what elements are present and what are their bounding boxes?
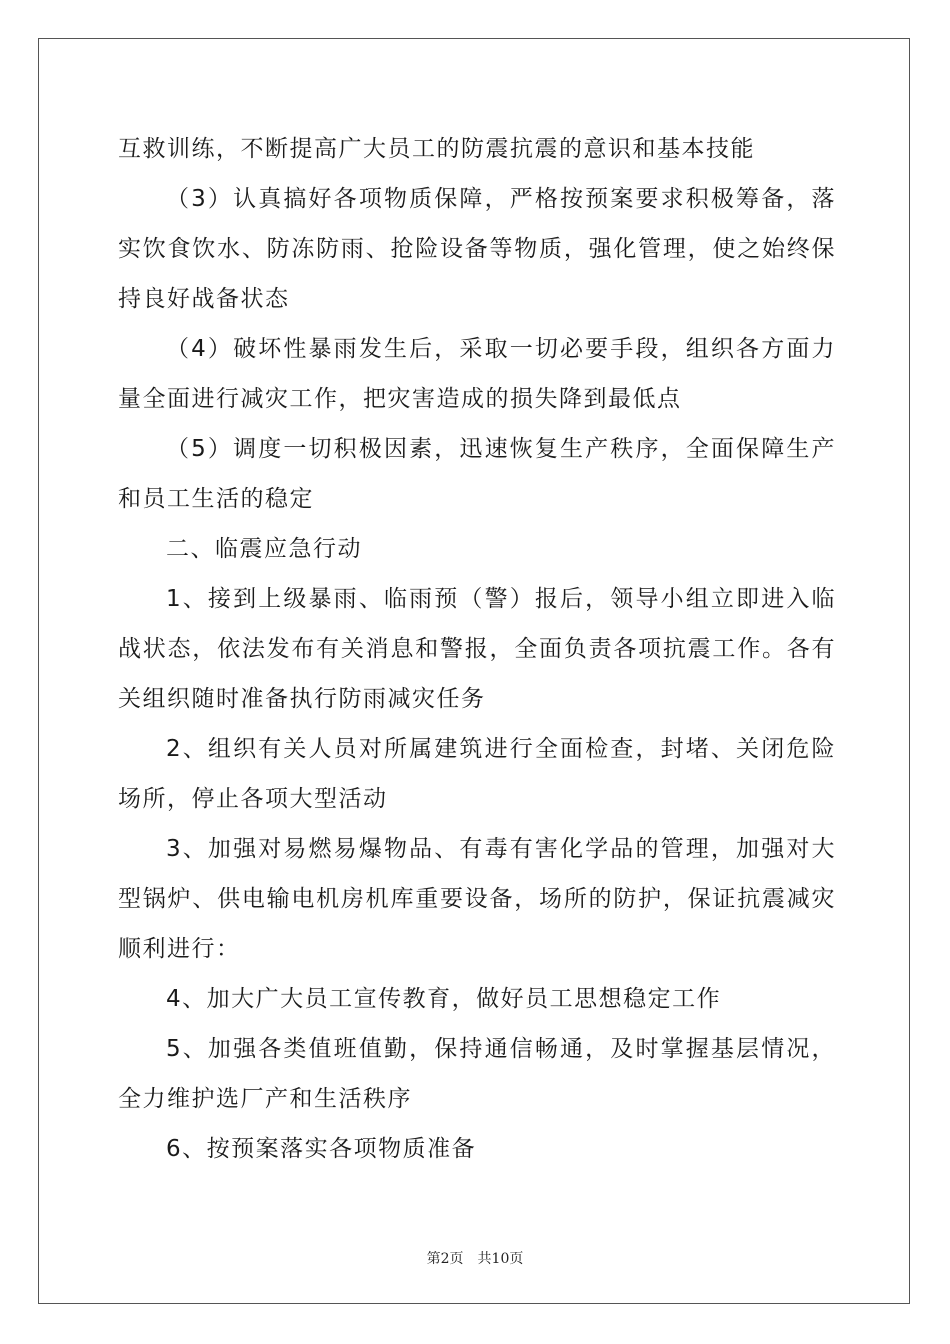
paragraph: 6、按预案落实各项物质准备: [166, 1136, 477, 1162]
paragraph: 1、接到上级暴雨、临雨预（警）报后，领导小组立即进入临战状态，依法发布有关消息和警报，全面负责各项抗震工作。各有关组织随时准备执行防雨减灾任务: [118, 586, 836, 712]
paragraph: 4、加大广大员工宣传教育，做好员工思想稳定工作: [166, 986, 722, 1012]
paragraph: （4）破坏性暴雨发生后，采取一切必要手段，组织各方面力量全面进行减灾工作，把灾害造成的损失降到最低点: [118, 336, 836, 412]
document-body: [118, 124, 836, 1174]
paragraph: 5、加强各类值班值勤，保持通信畅通，及时掌握基层情况，全力维护选厂产和生活秩序: [118, 1036, 836, 1112]
paragraph: 互救训练，不断提高广大员工的防震抗震的意识和基本技能: [118, 136, 755, 162]
paragraph: （3）认真搞好各项物质保障，严格按预案要求积极筹备，落实饮食饮水、防冻防雨、抢险设备等物质，强化管理，使之始终保持良好战备状态: [118, 186, 836, 312]
paragraph: （5）调度一切积极因素，迅速恢复生产秩序，全面保障生产和员工生活的稳定: [118, 436, 836, 512]
page-number: 第2页 共10页: [426, 1251, 524, 1267]
paragraph: 2、组织有关人员对所属建筑进行全面检查，封堵、关闭危险场所，停止各项大型活动: [118, 736, 836, 812]
paragraph: 3、加强对易燃易爆物品、有毒有害化学品的管理，加强对大型锅炉、供电输电机房机库重要设备，场所的防护，保证抗震减灾顺利进行：: [118, 836, 836, 962]
section-heading: 二、临震应急行动: [166, 536, 362, 562]
